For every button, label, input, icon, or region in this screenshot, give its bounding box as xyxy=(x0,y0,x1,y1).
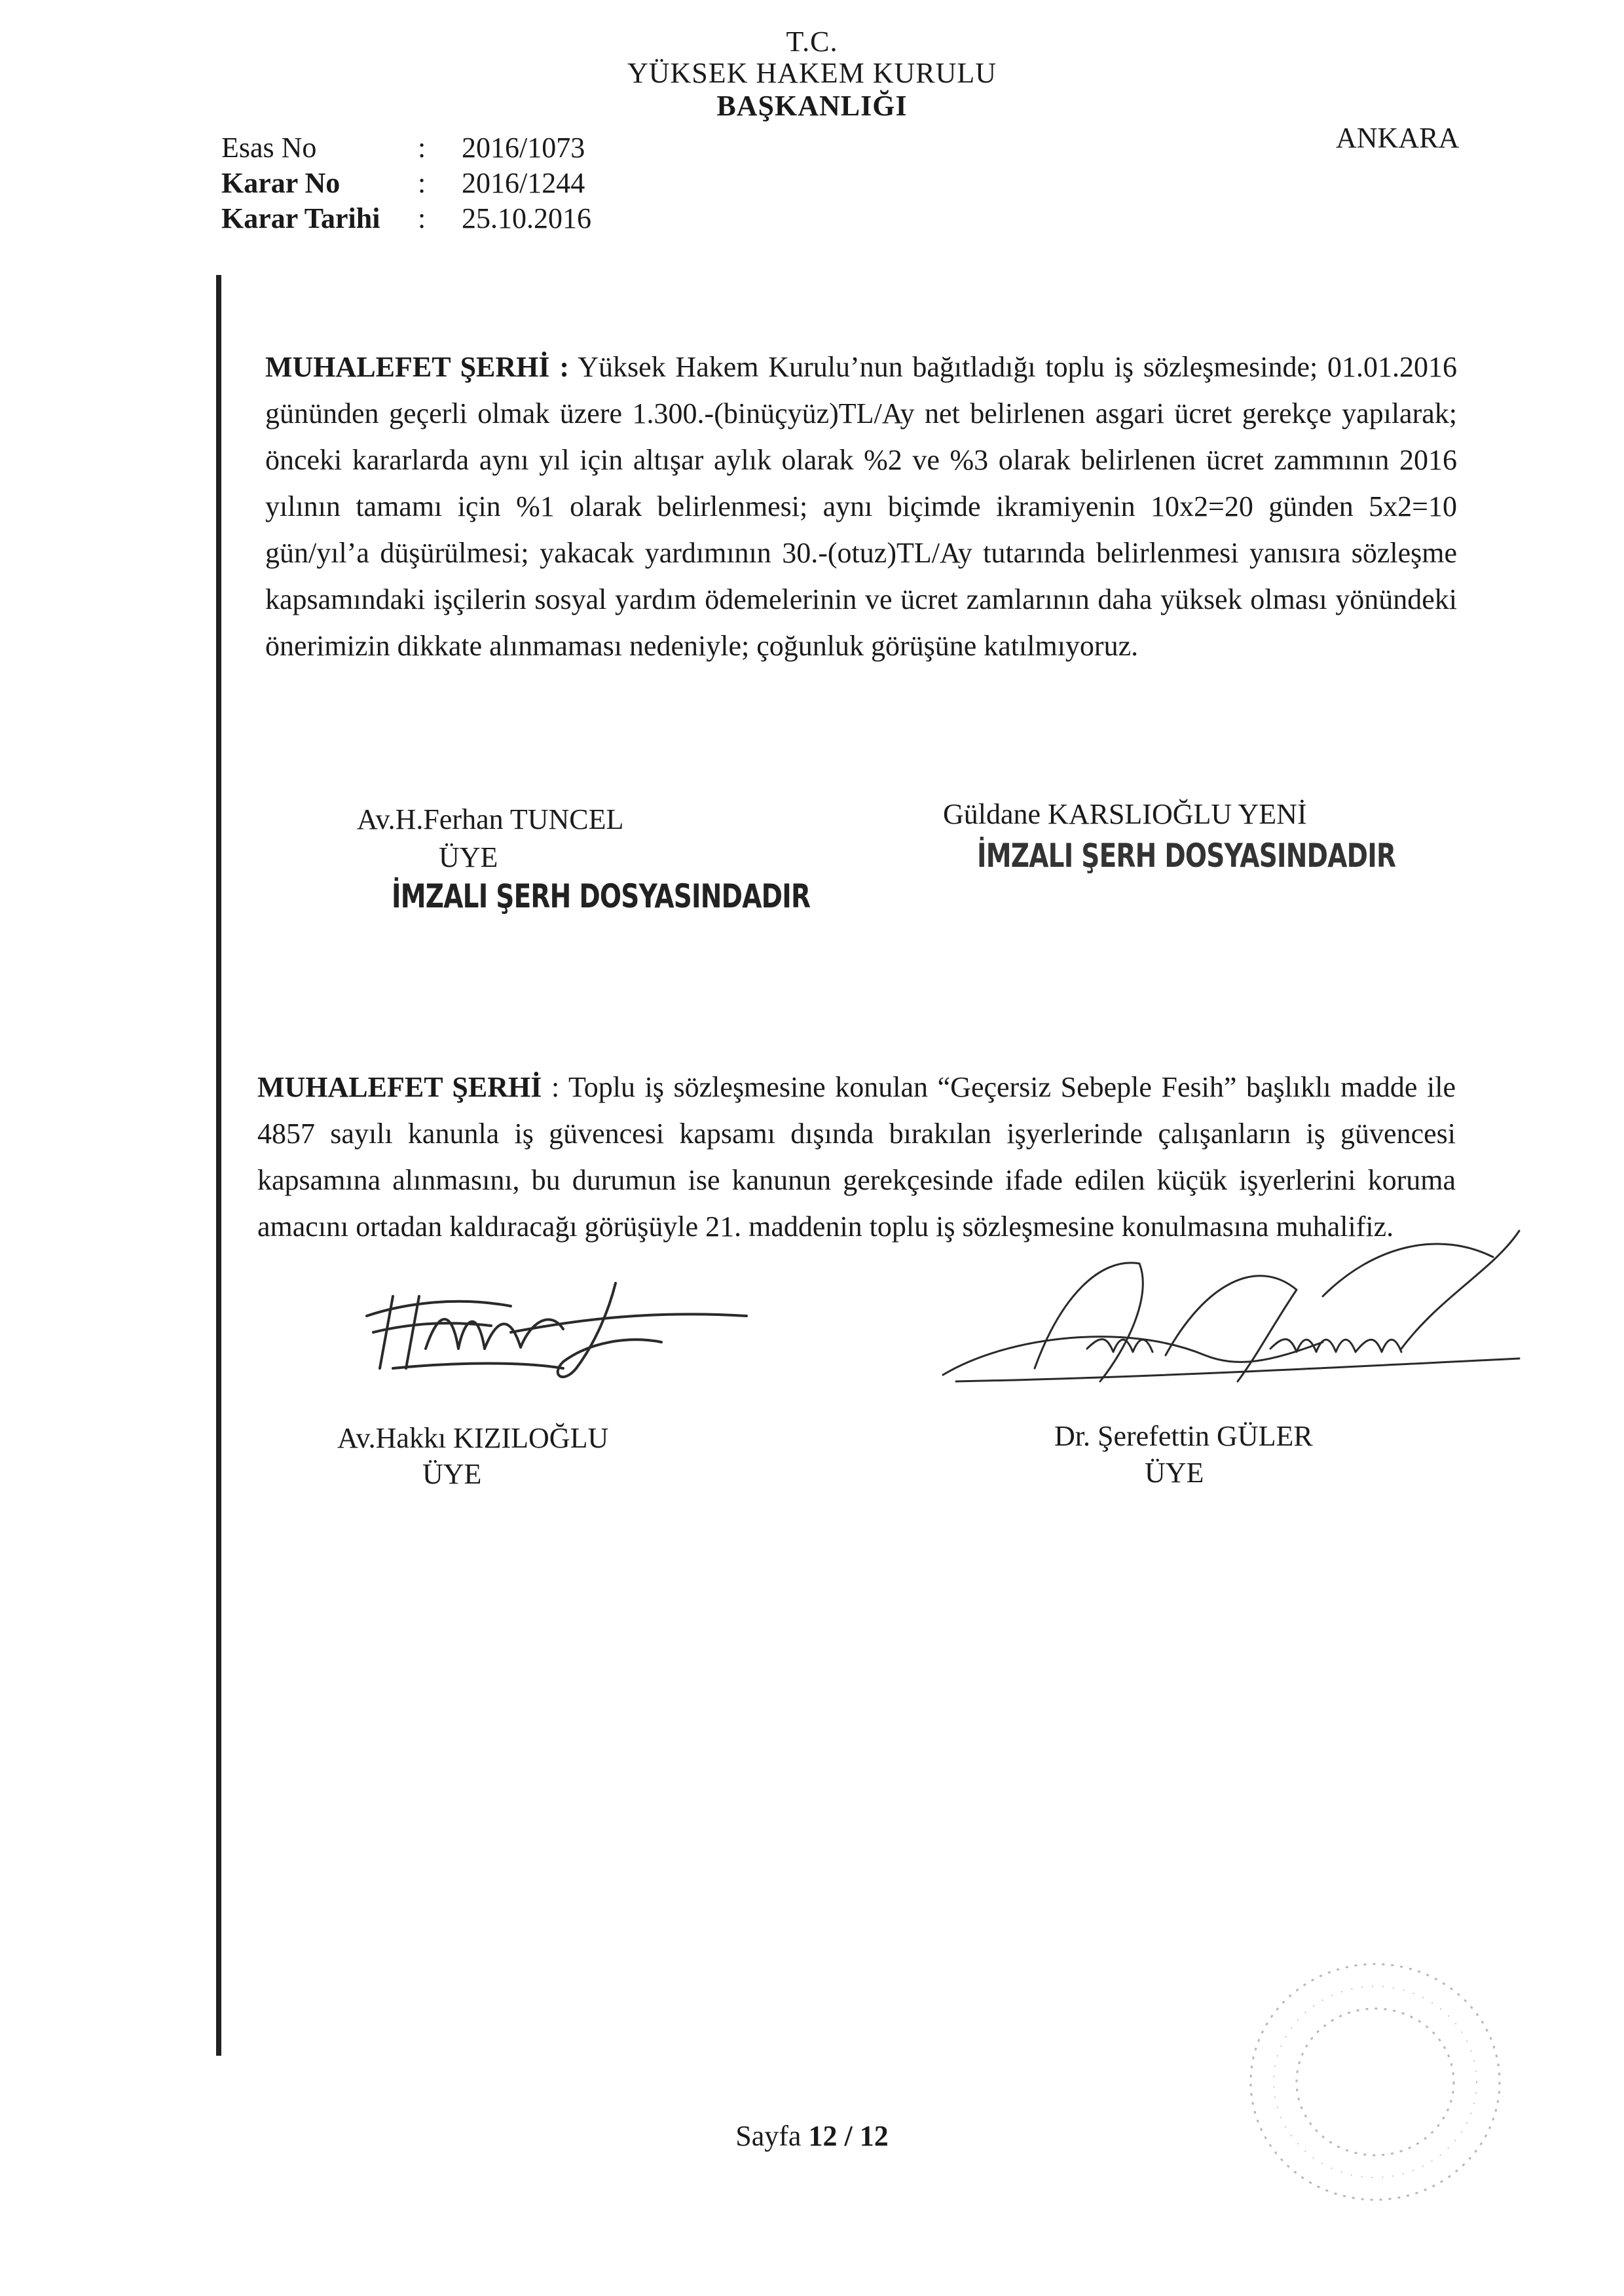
page-prefix: Sayfa xyxy=(735,2120,802,2152)
page-number xyxy=(0,2119,1624,2153)
case-meta xyxy=(0,131,786,242)
dissent-paragraph-1 xyxy=(265,344,1457,669)
meta-row-tarih xyxy=(0,202,786,238)
meta-label: Esas No xyxy=(221,132,317,164)
signatory-role: ÜYE xyxy=(439,841,498,873)
dissent-label: MUHALEFET ŞERHİ xyxy=(257,1071,542,1103)
header-tc: T.C. xyxy=(786,26,838,58)
meta-row-karar xyxy=(0,166,786,203)
signature-stamp: İMZALI ŞERH DOSYASINDADIR xyxy=(977,837,1396,875)
signatory-name: Güldane KARSLIOĞLU YENİ xyxy=(943,798,1307,830)
signatory-name: Av.Hakkı KIZILOĞLU xyxy=(337,1422,609,1454)
meta-colon: : xyxy=(418,132,426,164)
meta-value: 2016/1073 xyxy=(462,132,585,164)
page-total: 12 xyxy=(859,2120,889,2152)
header-presidency: BAŞKANLIĞI xyxy=(716,90,908,122)
meta-value: 25.10.2016 xyxy=(462,202,591,234)
handwritten-signature xyxy=(930,1218,1539,1414)
dissent-text: : Toplu iş sözleşmesine konulan “Geçersiz Sebeple Fesih” başlıklı madde ile 4857 sayılı kanunla iş güvencesi kapsamı dışında bırakılan işyerlerinde çalışanların iş güvencesi kapsamına alınmasını, bu durumun ise kanunun gerekçesinde ifade edilen küçük işyerlerini koruma amacını ortadan kaldıracağı görüşüyle 21. maddenin toplu iş sözleşmesine konulmasına muhalifiz. xyxy=(257,1071,1456,1243)
meta-label: Karar No xyxy=(221,167,341,199)
signature-stamp: İMZALI ŞERH DOSYASINDADIR xyxy=(392,877,811,915)
meta-colon: : xyxy=(418,167,426,199)
meta-label: Karar Tarihi xyxy=(221,202,380,234)
page-separator: / xyxy=(844,2120,853,2152)
dissent-label: MUHALEFET ŞERHİ : xyxy=(265,351,569,383)
dissent-text: Yüksek Hakem Kurulu’nun bağıtladığı toplu iş sözleşmesinde; 01.01.2016 gününden geçerli olmak üzere 1.300.-(binüçyüz)TL/Ay net belirlenen asgari ücret gerekçe yapılarak; önceki kararlarda aynı yıl için altışar aylık olarak %2 ve %3 olarak belirlenen ücret zammının 2016 yılının tamamı için %1 olarak belirlenmesi; aynı biçimde ikramiyenin 10x2=20 günden 5x2=10 gün/yıl’a düşürülmesi; yakacak yardımının 30.-(otuz)TL/Ay tutarında belirlenmesi yanısıra sözleşme kapsamındaki işçilerin sosyal yardım ödemelerinin ve ücret zamlarının daha yüksek olması yönündeki önerimizin dikkate alınmaması nedeniyle; çoğunluk görüşüne katılmıyoruz. xyxy=(265,351,1458,662)
meta-colon: : xyxy=(418,202,426,234)
page-current: 12 xyxy=(808,2120,838,2152)
signatory-role: ÜYE xyxy=(422,1458,482,1490)
meta-value: 2016/1244 xyxy=(462,167,585,199)
header-city: ANKARA xyxy=(1336,122,1460,154)
margin-bar xyxy=(216,275,221,2056)
official-seal xyxy=(1231,1944,1519,2219)
signatory-role: ÜYE xyxy=(1145,1457,1204,1489)
meta-row-esas xyxy=(0,131,786,168)
signatory-name: Av.H.Ferhan TUNCEL xyxy=(357,803,624,835)
header-institution: YÜKSEK HAKEM KURULU xyxy=(627,57,997,89)
signatory-name: Dr. Şerefettin GÜLER xyxy=(1054,1420,1313,1452)
handwritten-signature xyxy=(354,1270,760,1401)
